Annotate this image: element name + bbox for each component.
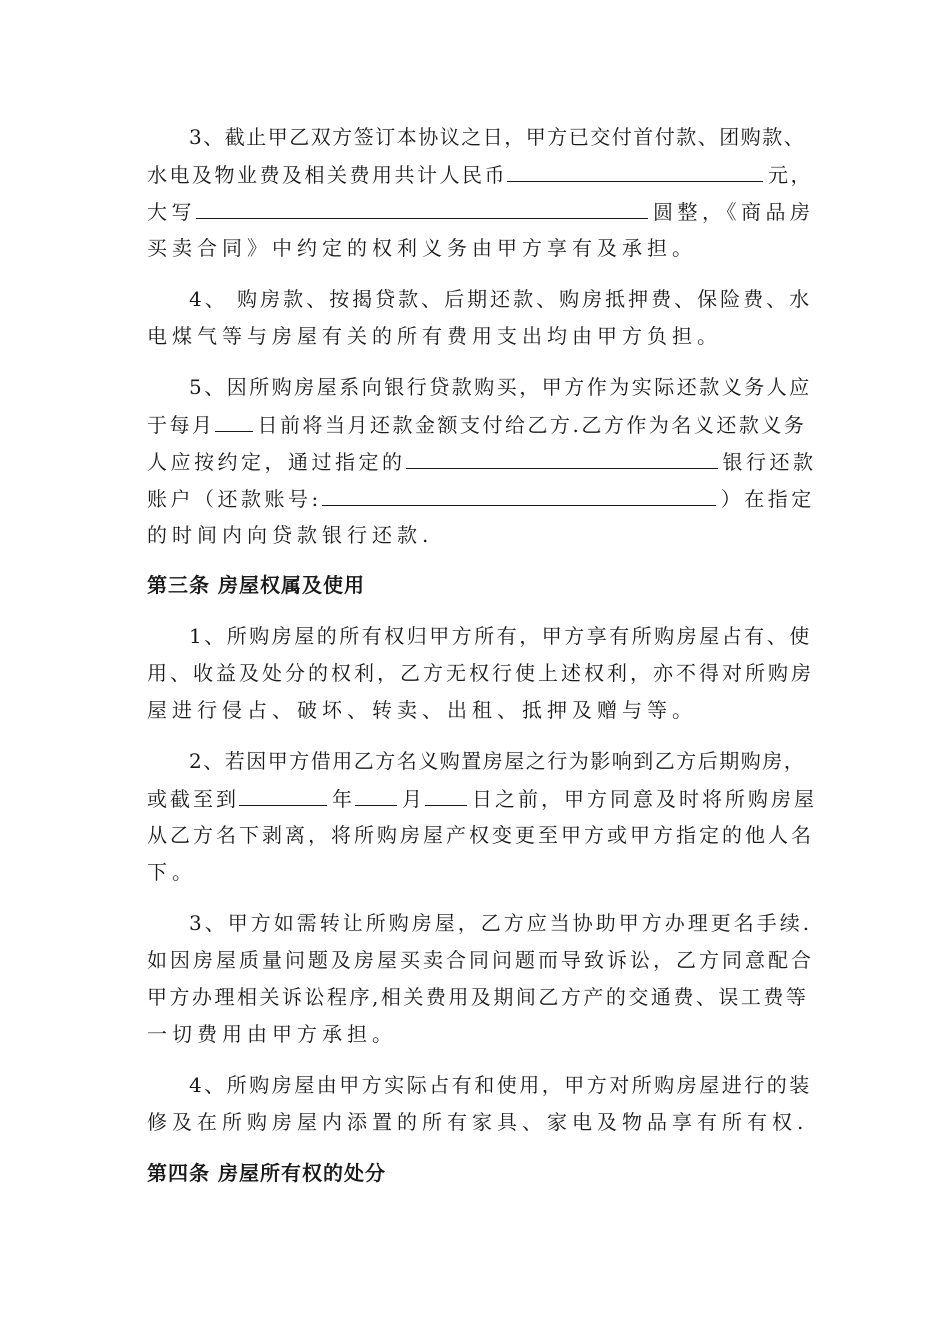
paragraph-line (147, 196, 817, 226)
month-blank[interactable] (355, 783, 397, 806)
text-run: 水电及物业费及相关费用共计人民币 (147, 163, 507, 187)
text-run: 账户（还款账号: (147, 487, 322, 511)
text-run: 人应按约定，通过指定的 (147, 450, 406, 474)
text-run: 月 (402, 787, 425, 811)
text-run: 年 (332, 787, 355, 811)
paragraph-line: 买卖合同》中约定的权利义务由甲方享有及承担。 (147, 236, 697, 260)
article-heading: 第三条 房屋权属及使用 (147, 573, 365, 597)
amount-blank[interactable] (507, 159, 763, 182)
paragraph-line: 3、甲方如需转让所购房屋，乙方应当协助甲方办理更名手续. (189, 911, 813, 935)
paragraph-line: 一切费用由甲方承担。 (147, 1022, 397, 1046)
amount-in-words-blank[interactable] (196, 196, 648, 219)
text-run: 银行还款 (722, 450, 817, 474)
paragraph-line: 从乙方名下剥离，将所购房屋产权变更至甲方或甲方指定的他人名 (147, 823, 814, 847)
paragraph-line: 下。 (147, 860, 197, 884)
paragraph-line: 如因房屋质量问题及房屋买卖合同问题而导致诉讼，乙方同意配合 (147, 948, 814, 972)
paragraph-line: 用、收益及处分的权利，乙方无权行使上述权利，亦不得对所购房 (147, 661, 814, 685)
text-run: 日之前，甲方同意及时将所购房屋 (472, 787, 817, 811)
text-run: 元， (768, 163, 813, 187)
text-run: 大写 (147, 200, 196, 224)
paragraph-line: 5、因所购房屋系向银行贷款购买，甲方作为实际还款义务人应 (189, 375, 812, 399)
paragraph-line: 2、若因甲方借用乙方名义购置房屋之行为影响到乙方后期购房， (189, 749, 806, 773)
paragraph-line (147, 409, 817, 439)
paragraph-line: 4、 购房款、按揭贷款、后期还款、购房抵押费、保险费、水 (189, 287, 813, 311)
day-blank[interactable] (215, 409, 253, 432)
bank-blank[interactable] (406, 446, 718, 469)
text-run: 于每月 (147, 413, 215, 437)
text-run: ）在指定 (720, 487, 815, 511)
text-run: 或截至到 (147, 787, 239, 811)
paragraph-line (147, 159, 817, 189)
account-number-blank[interactable] (322, 483, 716, 506)
text-run: 圆整，《商品房 (653, 200, 815, 224)
paragraph-line: 修及在所购房屋内添置的所有家具、家电及物品享有所有权. (147, 1110, 809, 1134)
paragraph-line (147, 446, 817, 476)
article-heading: 第四条 房屋所有权的处分 (147, 1161, 386, 1185)
paragraph-line: 甲方办理相关诉讼程序,相关费用及期间乙方产的交通费、误工费等 (147, 985, 809, 1009)
paragraph-line: 电煤气等与房屋有关的所有费用支出均由甲方负担。 (147, 324, 722, 348)
day-blank[interactable] (425, 783, 467, 806)
year-blank[interactable] (239, 783, 327, 806)
paragraph-line: 3、截止甲乙双方签订本协议之日，甲方已交付首付款、团购款、 (189, 125, 806, 149)
paragraph-line: 的时间内向贷款银行还款. (147, 523, 434, 547)
paragraph-line: 屋进行侵占、破坏、转卖、出租、抵押及赠与等。 (147, 698, 697, 722)
paragraph-line: 1、所购房屋的所有权归甲方所有，甲方享有所购房屋占有、使 (189, 624, 812, 648)
paragraph-line (147, 783, 817, 813)
paragraph-line: 4、所购房屋由甲方实际占有和使用，甲方对所购房屋进行的装 (189, 1073, 812, 1097)
text-run: 日前将当月还款金额支付给乙方.乙方作为名义还款义务 (257, 413, 807, 437)
paragraph-line (147, 483, 817, 513)
